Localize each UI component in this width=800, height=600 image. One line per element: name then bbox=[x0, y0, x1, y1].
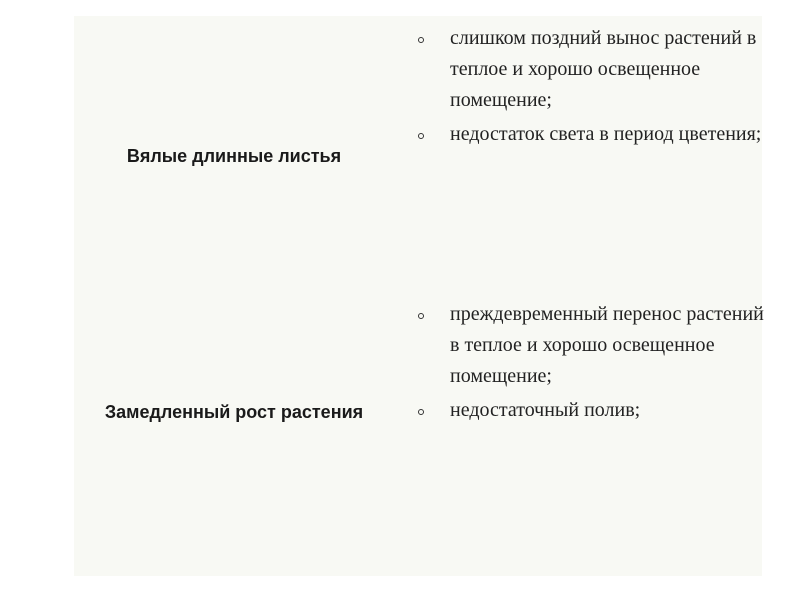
symptom-cell: Вялые длинные листья bbox=[126, 146, 342, 166]
list-item bbox=[412, 299, 770, 392]
list-item bbox=[412, 395, 770, 426]
hollow-circle-bullet-icon bbox=[418, 37, 424, 43]
causes-list bbox=[412, 299, 770, 429]
symptom-cell: Замедленный рост растения bbox=[104, 402, 364, 422]
hollow-circle-bullet-icon bbox=[418, 133, 424, 139]
list-item bbox=[412, 119, 770, 150]
table-row bbox=[74, 293, 762, 576]
cause-text: недостаток света в период цветения; bbox=[450, 123, 762, 145]
cause-text: недостаточный полив; bbox=[450, 399, 641, 421]
cause-text: преждевременный перенос растений в теплое и хорошо освещенное помещение; bbox=[450, 303, 764, 387]
table-row bbox=[74, 16, 762, 293]
cause-text: слишком поздний вынос растений в теплое и хорошо освещенное помещение; bbox=[450, 27, 757, 111]
hollow-circle-bullet-icon bbox=[418, 409, 424, 415]
hollow-circle-bullet-icon bbox=[418, 313, 424, 319]
list-item bbox=[412, 23, 770, 116]
causes-list bbox=[412, 23, 770, 153]
